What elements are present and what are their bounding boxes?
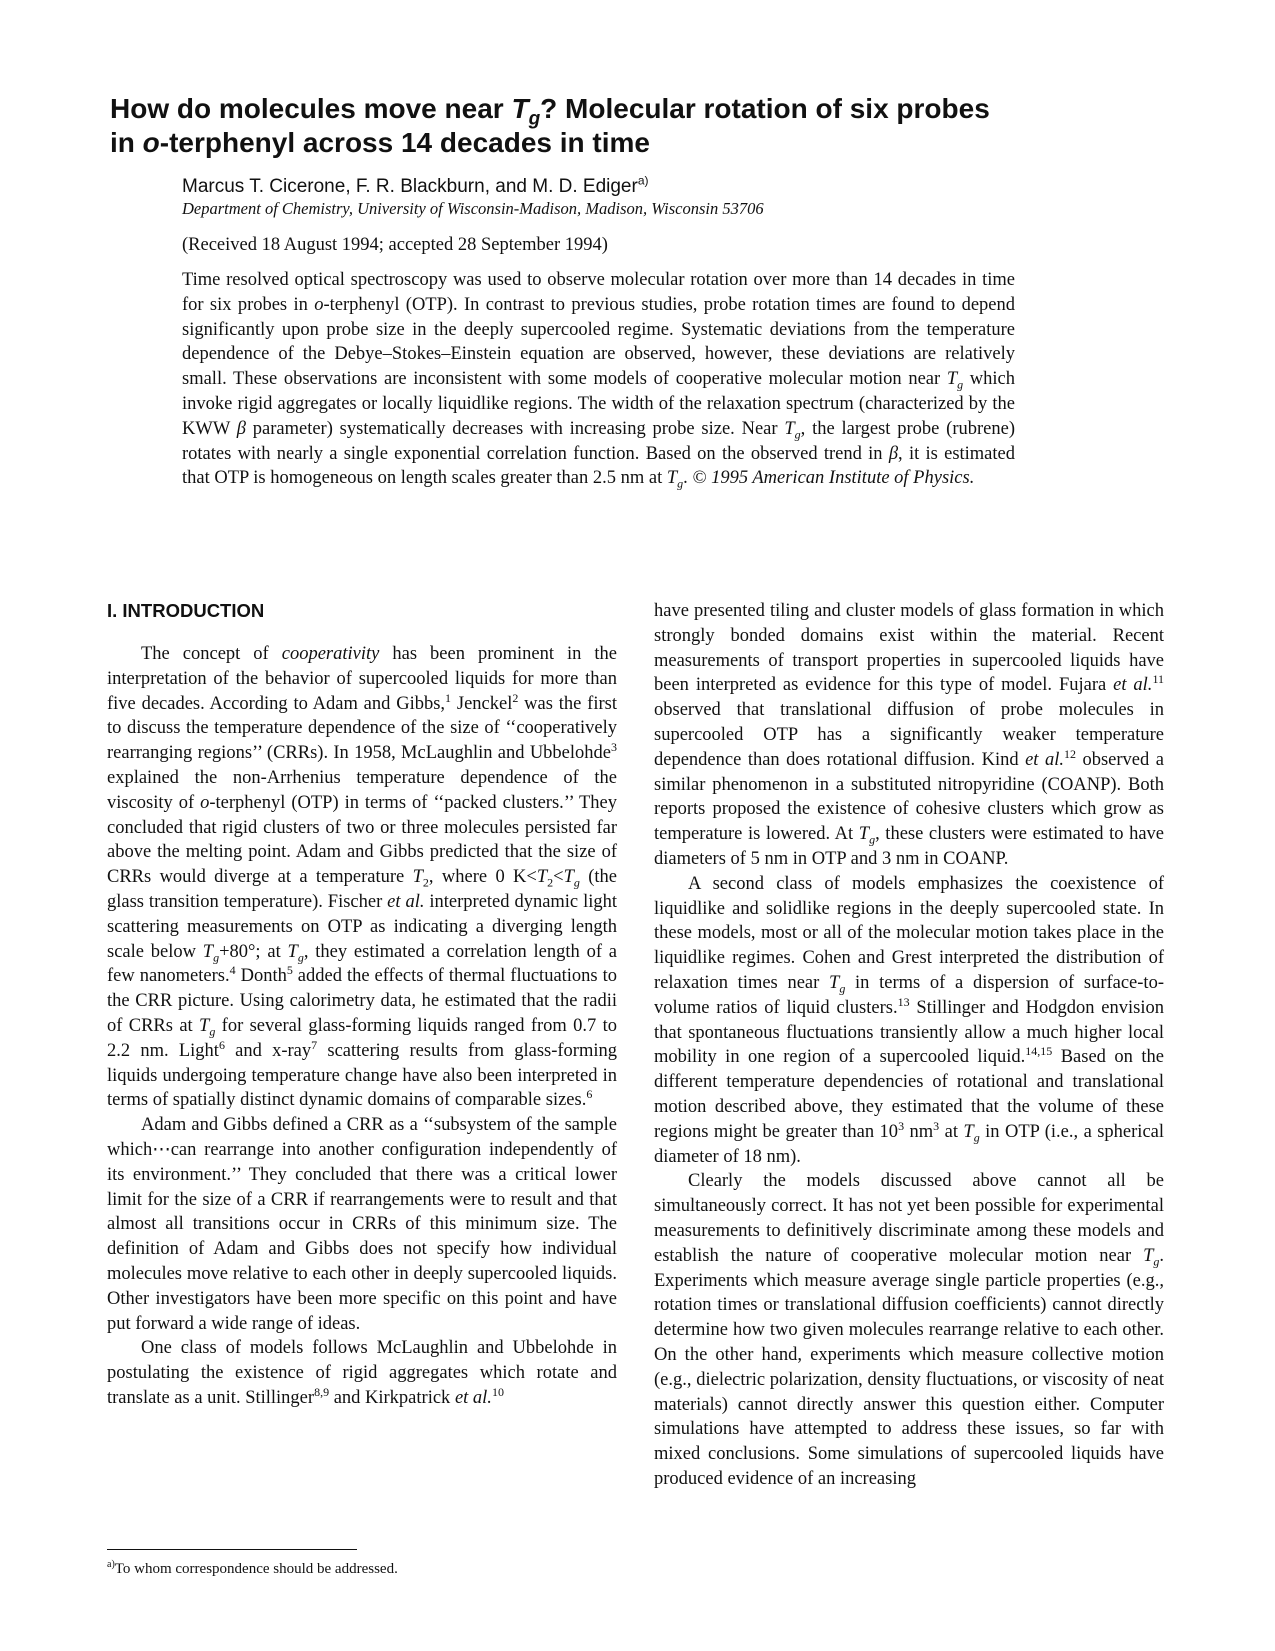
citation-ref: 8,9 [314, 1384, 330, 1399]
section-heading: I. INTRODUCTION [107, 600, 265, 621]
paragraph: A second class of models emphasizes the coexistence of liquidlike and solidlike regions in the deeply supercooled state. In these models, most or all of the molecular motion takes place in the liquidlike regimes. Cohen and Grest interpreted the distribution of relaxation times near $T_g$ in terms of a dispersion of surface-to-volume ratios of liquid clusters.$^{13}$ Stillinger and Hodgdon envision that spontaneous fluctuations transiently allow a much higher local mobility in one region of a supercooled liquid.$^{14,15}$ Based on the different temperature dependencies of rotational and translational motion described above, they estimated that the volume of these regions might be greater than $10^3$ $nm^3$ at $T_g$ in OTP (i.e., a spherical diameter of 18 nm). [654, 873, 1165, 1167]
paper-title [110, 92, 1110, 160]
received-dates: (Received 18 August 1994; accepted 28 September 1994) [182, 235, 608, 255]
authors-text: Marcus T. Cicerone, F. R. Blackburn, and M. D. Ediger [182, 176, 638, 197]
footnote-divider [107, 1549, 357, 1550]
citation-ref: 11 [1152, 672, 1164, 687]
citation-ref: 6 [586, 1087, 593, 1102]
affiliation: Department of Chemistry, University of Wisconsin-Madison, Madison, Wisconsin 53706 [182, 199, 764, 218]
author-list [182, 175, 649, 199]
citation-ref: 7 [311, 1037, 318, 1052]
citation-ref: 10 [491, 1384, 504, 1399]
abstract: Time resolved optical spectroscopy was used to observe molecular rotation over more than 14 decades in time for six probes in o-terphenyl (OTP). In contrast to previous studies, probe rotation times are found to depend significantly upon probe size in the deeply supercooled regime. Systematic deviations from the temperature dependence of the Debye–Stokes–Einstein equation are observed, however, these deviations are relatively small. These observations are inconsistent with some models of cooperative molecular motion near $T_g$ which invoke rigid aggregates or locally liquidlike regions. The width of the relaxation spectrum (characterized by the KWW β parameter) systematically decreases with increasing probe size. Near $T_g$, the largest probe (rubrene) rotates with nearly a single exponential correlation function. Based on the observed trend in β, it is estimated that OTP is homogeneous on length scales greater than 2.5 nm at $T_g$. © 1995 American Institute of Physics. [182, 270, 1016, 492]
footnote-text: To whom correspondence should be addressed. [114, 1561, 398, 1577]
citation-ref: 13 [897, 994, 910, 1009]
citation-ref: 4 [229, 963, 236, 978]
title-italic-o: o [142, 127, 160, 158]
right-column [654, 599, 1164, 1492]
paragraph: Adam and Gibbs defined a CRR as a ‘‘subsystem of the sample which⋯can rearrange into another configuration independently of its environment.’’ They concluded that there was a critical lower limit for the size of a CRR if rearrangements were to result and that almost all transitions occur in CRRs of this minimum size. The definition of Adam and Gibbs does not specify how individual molecules move relative to each other in deeply supercooled liquids. Other investigators have been more specific on this point and have put forward a wide range of ideas. [107, 1115, 617, 1334]
paragraph: Clearly the models discussed above cannot all be simultaneously correct. It has not yet been possible for experimental measurements to definitively discriminate among these models and establish the nature of cooperative molecular motion near $T_g$. Experiments which measure average single particle properties (e.g., rotation times or translational diffusion coefficients) cannot directly determine how two given molecules rearrange relative to each other. On the other hand, experiments which measure collective motion (e.g., dielectric polarization, density fluctuations, or viscosity of neat materials) cannot directly answer this question either. Computer simulations have attempted to address these issues, so far with mixed conclusions. Some simulations of supercooled liquids have produced evidence of an increasing [654, 1171, 1164, 1489]
title-text: -terphenyl across 14 decades in time [159, 127, 650, 158]
title-text: in [110, 127, 143, 158]
footnote-mark: a) [107, 1559, 115, 1570]
citation-ref: 1 [445, 690, 452, 705]
paragraph: have presented tiling and cluster models of glass formation in which strongly bonded domains exist within the material. Recent measurements of transport properties in supercooled liquids have been interpreted as evidence for this type of model. Fujara et al.$^{11}$ observed that translational diffusion of probe molecules in supercooled OTP has a significantly weaker temperature dependence than does rotational diffusion. Kind et al.$^{12}$ observed a similar phenomenon in a substituted nitropyridine (COANP). Both reports proposed the existence of cohesive clusters which grow as temperature is lowered. At $T_g$, these clusters were estimated to have diameters of 5 nm in OTP and 3 nm in COANP. [654, 601, 1164, 869]
citation-ref: 2 [512, 690, 519, 705]
author-footnote-mark: a) [637, 173, 649, 188]
citation-ref: 6 [218, 1037, 225, 1052]
title-symbol-T: T [511, 93, 529, 124]
citation-ref: 14,15 [1025, 1044, 1053, 1059]
copyright-notice: © 1995 American Institute of Physics. [692, 468, 975, 489]
footnote [107, 1559, 398, 1579]
citation-ref: 3 [611, 740, 617, 755]
citation-ref: 12 [1063, 746, 1076, 761]
paragraph: One class of models follows McLaughlin and Ubbelohde in postulating the existence of rigid aggregates which rotate and translate as a unit. Stillinger$^{8,9}$ and Kirkpatrick et al.$^{10}$ [107, 1338, 617, 1408]
title-text: How do molecules move near [110, 93, 512, 124]
left-column [107, 599, 617, 1411]
citation-ref: 5 [286, 963, 293, 978]
title-text: ? Molecular rotation of six probes [540, 93, 990, 124]
paragraph: The concept of cooperativity has been prominent in the interpretation of the behavior of supercooled liquids for more than five decades. According to Adam and Gibbs,$^1$ Jenckel$^2$ was the first to discuss the temperature dependence of the size of ‘‘cooperatively rearranging regions’’ (CRRs). In 1958, McLaughlin and Ubbelohde$^3$ explained the non-Arrhenius temperature dependence of the viscosity of o-terphenyl (OTP) in terms of ‘‘packed clusters.’’ They concluded that rigid clusters of two or three molecules persisted far above the melting point. Adam and Gibbs predicted that the size of CRRs would diverge at a temperature $T_2$, where 0 $K<T_2<T_g$ (the glass transition temperature). Fischer et al. interpreted dynamic light scattering measurements on OTP as indicating a diverging length scale below $T_g+80^\circ$; at $T_g$, they estimated a correlation length of a few nanometers.$^4$ Donth$^5$ added the effects of thermal fluctuations to the CRR picture. Using calorimetry data, he estimated that the radii of CRRs at $T_g$ for several glass-forming liquids ranged from 0.7 to 2.2 nm. Light$^6$ and x-ray$^7$ scattering results from glass-forming liquids undergoing temperature change have also been interpreted in terms of spatially distinct dynamic domains of comparable sizes.$^6$ [107, 644, 618, 1111]
title-subscript-g: g [528, 108, 541, 130]
